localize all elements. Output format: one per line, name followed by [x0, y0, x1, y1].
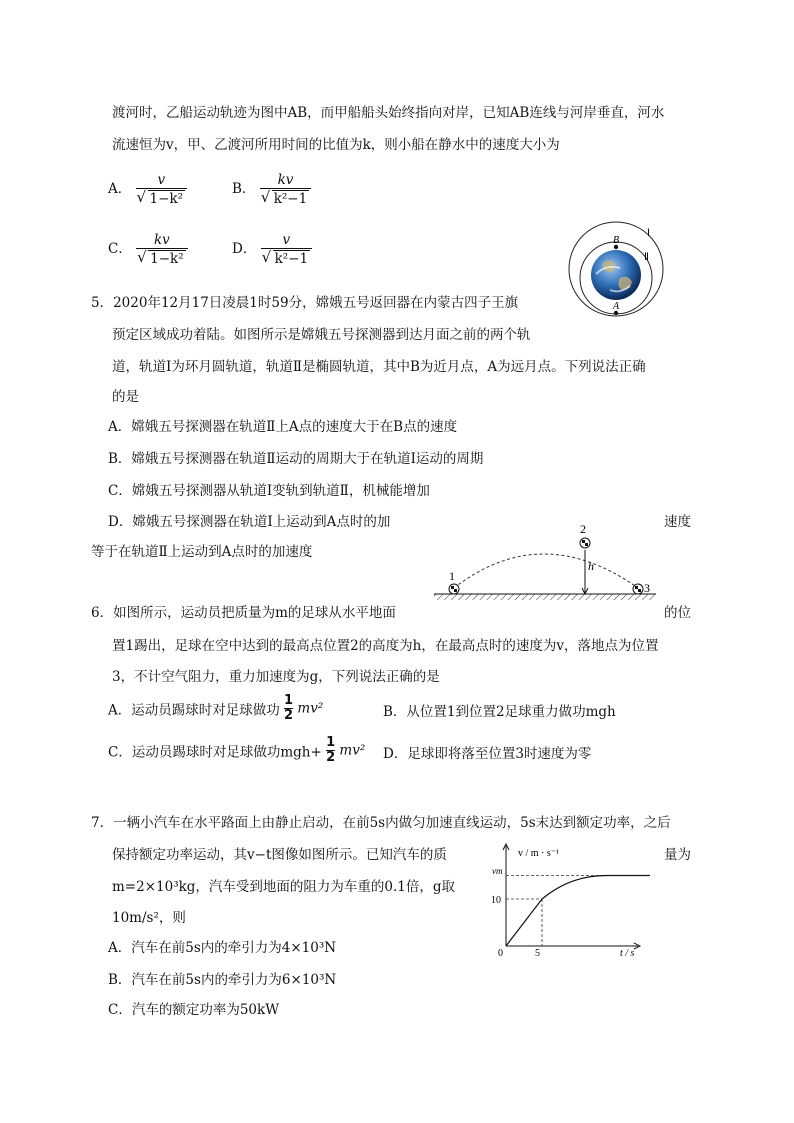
q6-option-d: D．足球即将落至位置3时速度为零 [383, 746, 592, 762]
q6-line3: 3，不计空气阻力，重力加速度为g，下列说法正确的是 [112, 669, 440, 685]
football-icon-1 [449, 584, 459, 594]
half-fraction [284, 694, 293, 723]
fraction [136, 172, 188, 207]
x5-tick-label: 5 [535, 948, 540, 958]
q5-line2: 预定区域成功着陆。如图所示是嫦娥五号探测器到达月面之前的两个轨 [112, 327, 531, 343]
q4-option-a [108, 172, 187, 207]
y-axis-label: v / m · s⁻¹ [518, 848, 560, 859]
orbit-2-label: Ⅱ [644, 252, 649, 263]
fraction-numerator: v [157, 172, 166, 188]
football-trajectory-diagram [432, 520, 658, 604]
fraction [260, 172, 312, 207]
q7-option-b: B．汽车在前5s内的牵引力为6×10³N [108, 972, 337, 988]
q4-option-c [108, 232, 188, 267]
half-numerator: 1 [326, 735, 336, 750]
orbit-1-label: Ⅰ [647, 228, 650, 239]
trajectory-path [454, 554, 638, 588]
q5-option-c: C．嫦娥五号探测器从轨道Ⅰ变轨到轨道Ⅱ，机械能增加 [108, 483, 430, 499]
football-icon-3 [633, 584, 643, 594]
fraction-denominator: k²−1 [273, 191, 308, 207]
point-b-label: B [613, 235, 620, 246]
fraction-denominator: 1−k² [149, 191, 184, 207]
q6-option-c [108, 736, 365, 765]
option-c-text: C．运动员踢球时对足球做功mgh+ [108, 744, 322, 761]
half-denominator: 2 [326, 750, 336, 765]
fraction [261, 232, 313, 267]
vt-graph [488, 842, 658, 958]
q5-line1: 5．2020年12月17日凌晨1时59分，嫦娥五号返回器在内蒙古四子王旗 [91, 295, 519, 311]
half-numerator: 1 [284, 693, 294, 708]
q7-line1: 7．一辆小汽车在水平路面上由静止启动，在前5s内做匀加速直线运动，5s末达到额定功率，之后 [91, 815, 671, 831]
q5-option-d-cont: 速度 [664, 514, 691, 530]
q7-line2: 保持额定功率运动，其v−t图像如图所示。已知汽车的质 [112, 847, 447, 863]
q7-line4: 10m/s²，则 [112, 910, 186, 926]
height-label: h [588, 559, 594, 573]
option-a-expr: mv² [297, 700, 324, 717]
position-1-label: 1 [449, 569, 455, 583]
orbit-diagram [566, 216, 670, 320]
q5-option-a: A．嫦娥五号探测器在轨道Ⅱ上A点的速度大于在B点的速度 [108, 419, 458, 435]
option-label: A． [108, 181, 132, 197]
fraction-numerator: kv [153, 232, 170, 248]
q6-line1: 6．如图所示，运动员把质量为m的足球从水平地面 [91, 605, 396, 621]
option-a-text: A．运动员踢球时对足球做功 [108, 702, 280, 719]
fraction-denominator: k²−1 [274, 251, 309, 267]
option-label: D． [232, 241, 257, 257]
q4-line2: 流速恒为v，甲、乙渡河所用时间的比值为k，则小船在静水中的速度大小为 [112, 137, 560, 153]
half-denominator: 2 [284, 708, 294, 723]
q4-option-b [232, 172, 311, 207]
football-icon-2 [580, 538, 590, 548]
moon-planet-icon [591, 250, 641, 300]
q7-line2-cont: 量为 [664, 847, 691, 863]
q6-option-a [108, 694, 323, 723]
vt-curve [506, 876, 650, 947]
option-label: C． [108, 241, 132, 257]
q6-line2: 置1踢出，足球在空中达到的最高点位置2的高度为h，在最高点时的速度为v，落地点为位置 [112, 638, 659, 654]
fraction-denominator: 1−k² [150, 251, 184, 267]
option-label: B． [232, 181, 256, 197]
q5-line4: 的是 [112, 389, 139, 405]
origin-label: 0 [498, 948, 503, 958]
half-fraction [326, 736, 335, 765]
q5-line3: 道，轨道Ⅰ为环月圆轨道，轨道Ⅱ是椭圆轨道，其中B为近月点，A为远月点。下列说法正确 [112, 359, 646, 375]
q4-line1: 渡河时，乙船运动轨迹为图中AB，而甲船船头始终指向对岸，已知AB连线与河岸垂直，河水 [112, 105, 665, 121]
fraction [136, 232, 188, 267]
q6-option-b: B．从位置1到位置2足球重力做功mgh [383, 704, 616, 720]
q7-line3: m=2×10³kg，汽车受到地面的阻力为车重的0.1倍，g取 [112, 879, 456, 895]
fraction-numerator: v [282, 232, 291, 248]
q5-option-b: B．嫦娥五号探测器在轨道Ⅱ运动的周期大于在轨道Ⅰ运动的周期 [108, 451, 484, 467]
q5-option-d-line2: 等于在轨道Ⅱ上运动到A点时的加速度 [91, 544, 313, 560]
point-a-label: A [613, 301, 620, 312]
q7-option-c: C．汽车的额定功率为50kW [108, 1002, 280, 1018]
position-3-label: 3 [644, 581, 650, 595]
option-c-expr: mv² [339, 742, 366, 759]
vm-tick-label: vm [492, 866, 503, 876]
y10-tick-label: 10 [491, 895, 501, 906]
position-2-label: 2 [580, 522, 586, 536]
x-axis-label: t / s [620, 948, 635, 958]
q4-option-d [232, 232, 312, 267]
ground-hatch [434, 594, 656, 600]
q5-option-d: D．嫦娥五号探测器在轨道Ⅰ上运动到A点时的加 [108, 514, 391, 530]
q6-line1-cont: 的位 [664, 605, 691, 621]
fraction-numerator: kv [277, 172, 294, 188]
q7-option-a: A．汽车在前5s内的牵引力为4×10³N [108, 940, 337, 956]
